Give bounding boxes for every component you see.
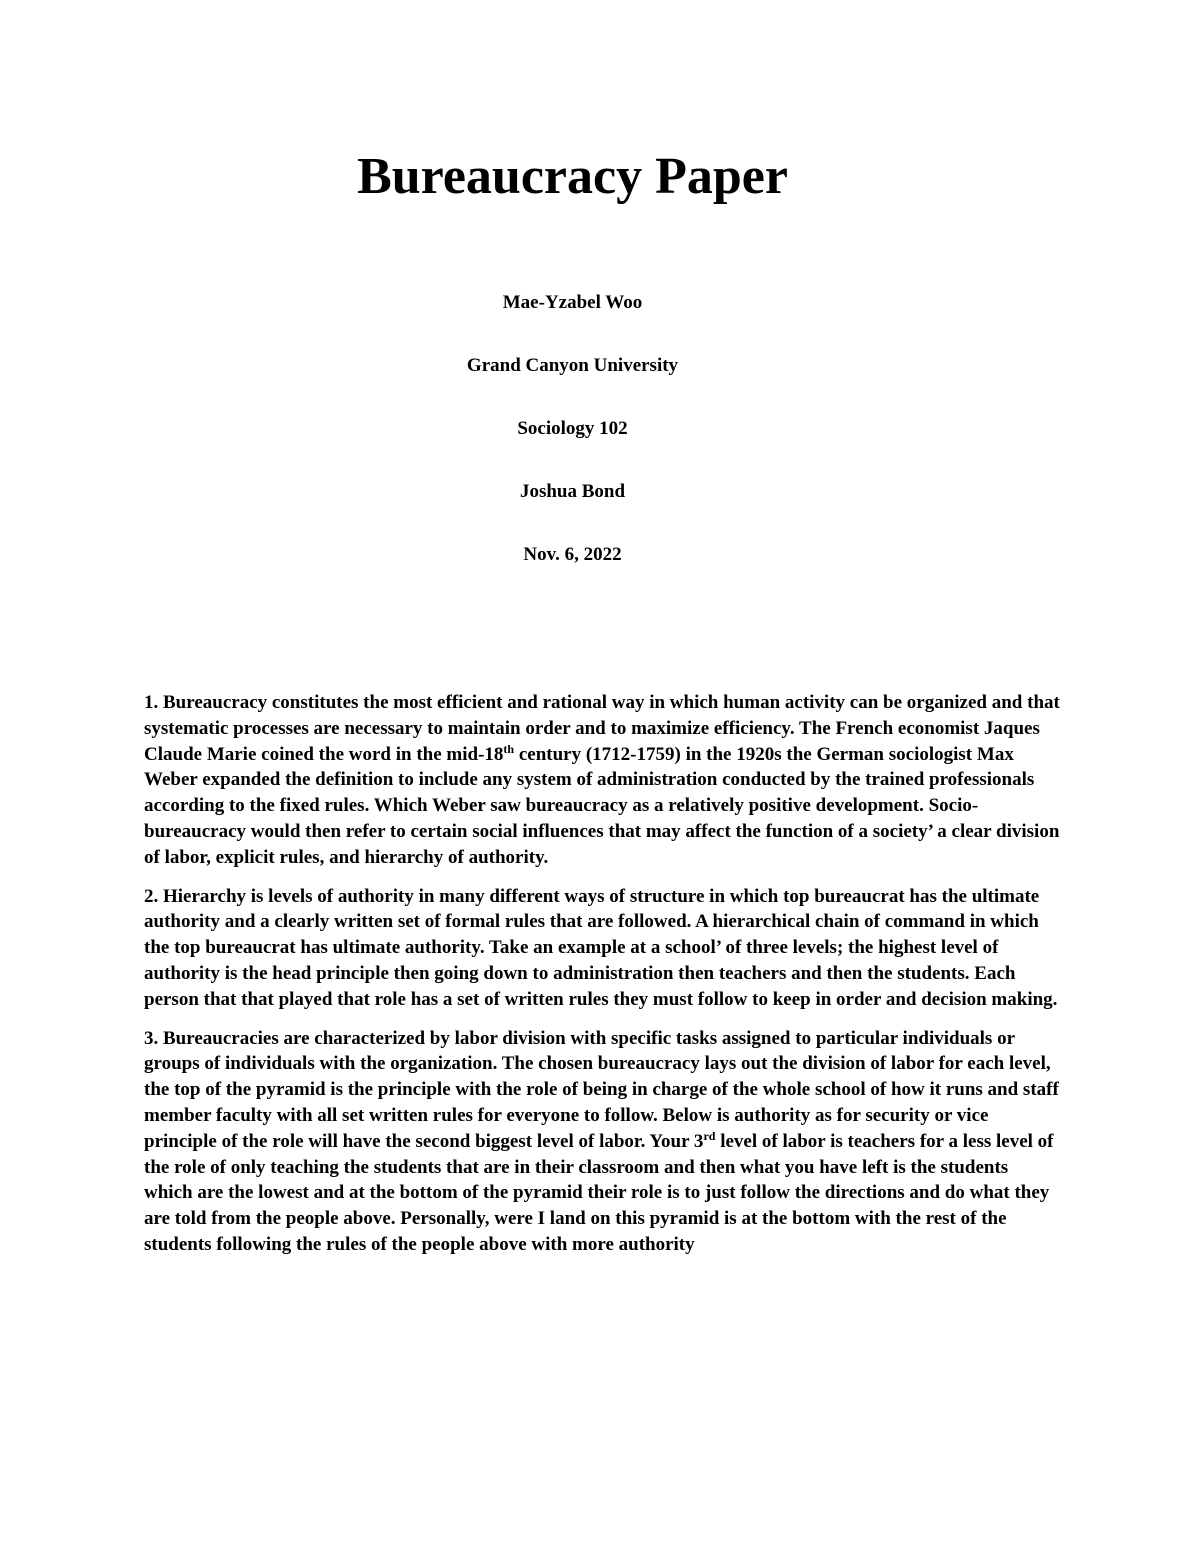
paragraph-2: 2. Hierarchy is levels of authority in many different ways of structure in which top bureaucrat has the ultimate authority and a clearly written set of formal rules that are followed. A hierarchical chain of command in which the top bureaucrat has ultimate authority. Take an example at a school’ of three levels; the highest level of authority is the head principle then going down to administration then teachers and then the students. Each person that that played that role has a set of written rules they must follow to keep in order and decision making.: [144, 885, 1058, 1010]
author-name: Mae-Yzabel Woo: [502, 292, 643, 313]
course-name: Sociology 102: [517, 418, 628, 439]
paper-title: Bureaucracy Paper: [357, 148, 788, 205]
title-page-info: [0, 287, 1145, 602]
paragraph-1: [144, 690, 1060, 871]
paper-date: Nov. 6, 2022: [523, 544, 622, 565]
paragraph-1-superscript: th: [503, 741, 515, 756]
paragraph-3-part-a: 3. Bureaucracies are characterized by labor division with specific tasks assigned to particular individuals or groups of individuals with the organization. The chosen bureaucracy lays out the division of labor for each level, the top of the pyramid is the principle with the role of being in charge of the whole school of how it runs and staff member faculty with all set written rules for everyone to follow. Below is authority as for security or vice principle of the role will have the second biggest level of labor. Your 3: [144, 1027, 1059, 1152]
paragraph-1-part-b: century (1712-1759) in the 1920s the German sociologist Max Weber expanded the definition to include any system of administration conducted by the trained professionals according to the fixed rules. Which Weber saw bureaucracy as a relatively positive development. Socio-bureaucracy would then refer to certain social influences that may affect the function of a society’ a clear division of labor, explicit rules, and hierarchy of authority.: [144, 743, 1060, 868]
paper-body: [144, 690, 1060, 1271]
instructor-name: Joshua Bond: [519, 481, 626, 502]
paragraph-3: [144, 1026, 1060, 1258]
paragraph-3-superscript: rd: [703, 1128, 716, 1143]
institution-name: Grand Canyon University: [466, 355, 679, 376]
paragraph-3-part-b: level of labor is teachers for a less level of the role of only teaching the students that are in their classroom and then what you have left is the students which are the lowest and at the bottom of the pyramid their role is to just follow the directions and do what they are told from the people above. Personally, were I land on this pyramid is at the bottom with the rest of the students following the rules of the people above with more authority: [144, 1130, 1054, 1255]
paragraph-1-part-a: 1. Bureaucracy constitutes the most efficient and rational way in which human activity can be organized and that systematic processes are necessary to maintain order and to maximize efficiency. The French economist Jaques Claude Marie coined the word in the mid-18: [144, 692, 1060, 765]
